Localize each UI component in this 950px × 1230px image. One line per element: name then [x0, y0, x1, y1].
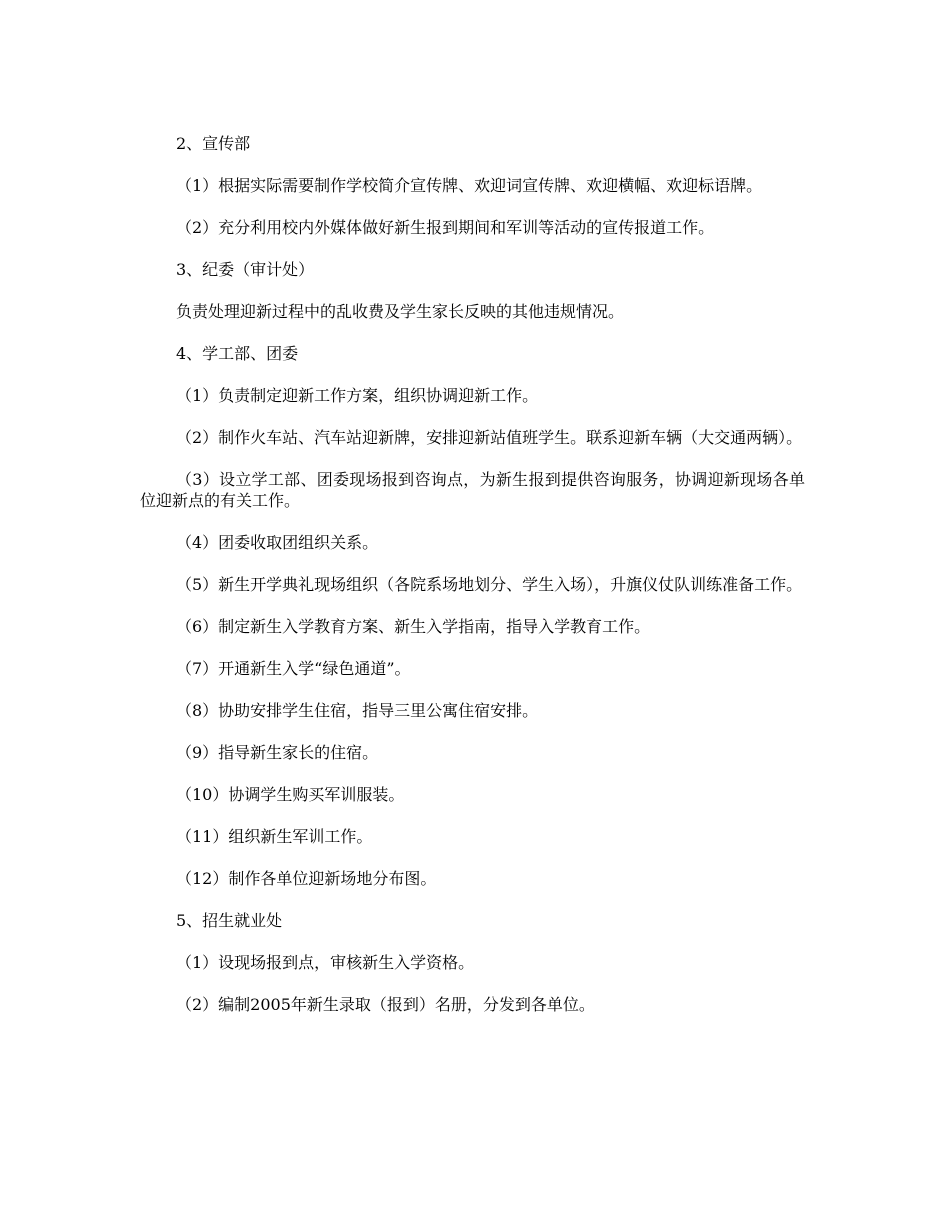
- paragraph: （1）根据实际需要制作学校简介宣传牌、欢迎词宣传牌、欢迎横幅、欢迎标语牌。: [176, 176, 763, 195]
- paragraph: （8）协助安排学生住宿，指导三里公寓住宿安排。: [176, 701, 539, 720]
- paragraph: （10）协调学生购买军训服装。: [176, 785, 405, 804]
- paragraph: （3）设立学工部、团委现场报到咨询点，为新生报到提供咨询服务，协调迎新现场各单位迎新点的有关工作。: [140, 470, 805, 510]
- paragraph: （12）制作各单位迎新场地分布图。: [176, 869, 437, 888]
- paragraph: （2）充分利用校内外媒体做好新生报到期间和军训等活动的宣传报道工作。: [176, 218, 715, 237]
- paragraph: （2）编制2005年新生录取（报到）名册，分发到各单位。: [176, 995, 595, 1014]
- paragraph: （5）新生开学典礼现场组织（各院系场地划分、学生入场），升旗仪仗队训练准备工作。: [176, 575, 803, 594]
- paragraph: （1）设现场报到点，审核新生入学资格。: [176, 953, 475, 972]
- section-heading-admissions: 5、招生就业处: [176, 911, 283, 930]
- paragraph: （6）制定新生入学教育方案、新生入学指南，指导入学教育工作。: [176, 617, 651, 636]
- paragraph: 负责处理迎新过程中的乱收费及学生家长反映的其他违规情况。: [176, 302, 625, 321]
- section-heading-student-affairs: 4、学工部、团委: [176, 344, 299, 363]
- paragraph: （2）制作火车站、汽车站迎新牌，安排迎新站值班学生。联系迎新车辆（大交通两辆）。: [176, 428, 803, 447]
- paragraph: （11）组织新生军训工作。: [176, 827, 373, 846]
- paragraph: （7）开通新生入学“绿色通道”。: [176, 659, 411, 678]
- paragraph: （1）负责制定迎新工作方案，组织协调迎新工作。: [176, 386, 539, 405]
- section-heading-discipline: 3、纪委（审计处）: [176, 260, 315, 279]
- paragraph: （9）指导新生家长的住宿。: [176, 743, 379, 762]
- document-body: [140, 133, 805, 1036]
- section-heading-publicity: 2、宣传部: [176, 134, 251, 153]
- paragraph: （4）团委收取团组织关系。: [176, 533, 379, 552]
